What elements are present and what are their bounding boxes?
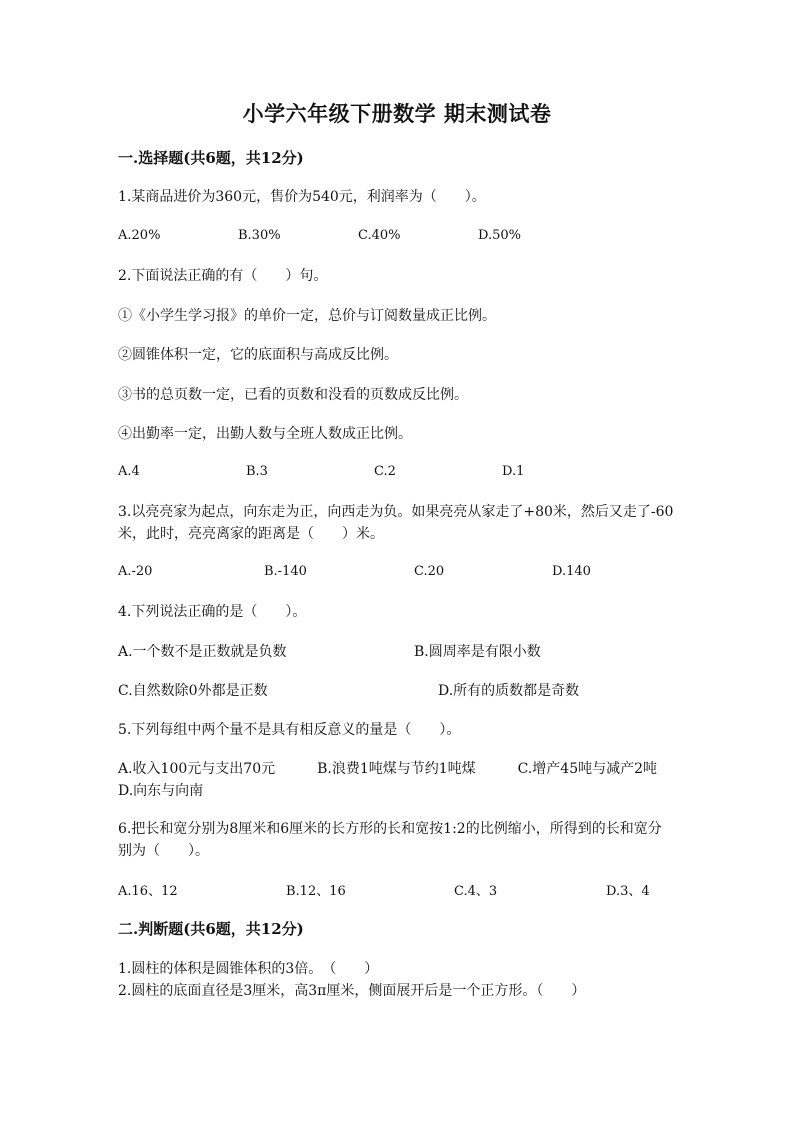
judge-question-1: 1.圆柱的体积是圆锥体积的3倍。 （ ） [118, 961, 379, 977]
option-d: D.所有的质数都是奇数 [438, 683, 580, 699]
question-4-options-row-1 [118, 641, 678, 661]
section-heading-choice: 一.选择题(共6题，共12分) [118, 149, 304, 167]
option-c: C.2 [374, 464, 396, 479]
option-b: B.30% [238, 228, 281, 243]
question-1-options [118, 228, 678, 248]
option-a: A.20% [118, 228, 161, 243]
option-a: A.4 [118, 464, 140, 479]
option-c: C.40% [358, 228, 401, 243]
question-6-options [118, 880, 678, 900]
option-d: D.50% [478, 228, 521, 243]
option-d: D.1 [502, 464, 525, 479]
page-title: 小学六年级下册数学 期末测试卷 [242, 101, 552, 126]
question-6-stem: 6.把长和宽分别为8厘米和6厘米的长方形的长和宽按1:2的比例缩小，所得到的长和宽分别为（ ）。 [118, 821, 662, 859]
question-2-statement-2: ②圆锥体积一定，它的底面积与高成反比例。 [118, 347, 398, 363]
question-2-options [118, 464, 678, 484]
question-5-stem: 5.下列每组中两个量不是具有相反意义的量是（ ）。 [118, 722, 461, 738]
option-d: D.3、4 [606, 884, 650, 899]
option-d: D.140 [552, 564, 591, 579]
option-b: B.12、16 [286, 884, 346, 899]
question-3-options [118, 564, 678, 584]
option-c: C.20 [414, 564, 445, 579]
question-2-statement-3: ③书的总页数一定，已看的页数和没看的页数成反比例。 [118, 387, 468, 403]
option-a: A.16、12 [118, 884, 178, 899]
option-c: C.4、3 [454, 884, 498, 899]
question-1-stem: 1.某商品进价为360元，售价为540元，利润率为（ ）。 [118, 189, 486, 205]
question-4-stem: 4.下列说法正确的是（ ）。 [118, 604, 307, 620]
section-heading-judge: 二.判断题(共6题，共12分) [118, 920, 304, 938]
option-b: B.3 [246, 464, 268, 479]
option-c: C.自然数除0外都是正数 [118, 683, 268, 699]
option-b: B.圆周率是有限小数 [414, 644, 541, 660]
question-5-options: A.收入100元与支出70元 B.浪费1吨煤与节约1吨煤 C.增产45吨与减产2吨 D.向东与向南 [118, 761, 700, 799]
option-b: B.-140 [264, 564, 307, 579]
question-2-statement-1: ①《小学生学习报》的单价一定，总价与订阅数量成正比例。 [118, 308, 496, 324]
judge-question-2: 2.圆柱的底面直径是3厘米，高3π厘米，侧面展开后是一个正方形。（ ） [118, 983, 586, 999]
question-4-options-row-2 [118, 680, 678, 700]
option-a: A.一个数不是正数就是负数 [118, 644, 287, 660]
question-2-statement-4: ④出勤率一定，出勤人数与全班人数成正比例。 [118, 426, 412, 442]
option-a: A.-20 [118, 564, 153, 579]
question-3-stem: 3.以亮亮家为起点，向东走为正，向西走为负。如果亮亮从家走了+80米，然后又走了-60米，此时，亮亮离家的距离是（ ）米。 [118, 504, 674, 542]
question-2-stem: 2.下面说法正确的有（ ）句。 [118, 268, 328, 284]
